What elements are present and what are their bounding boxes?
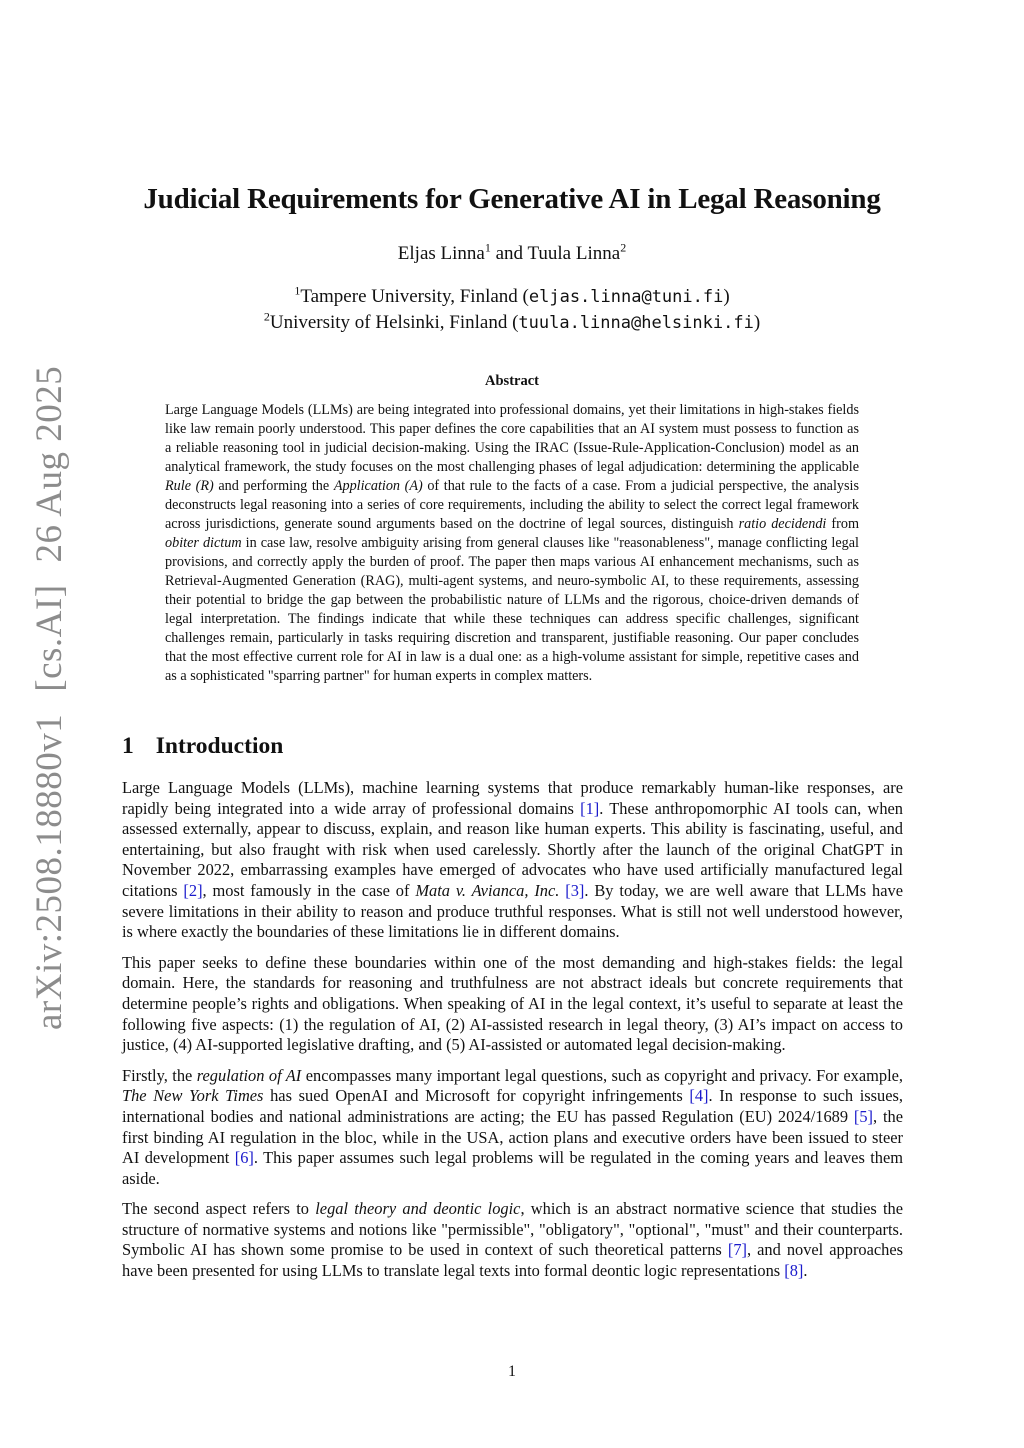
citation-link[interactable]: [3]: [565, 880, 585, 900]
case-name: Mata v. Avianca, Inc.: [415, 880, 560, 900]
affiliation-close: ): [723, 286, 730, 307]
affiliation-close: ): [753, 312, 761, 333]
text-segment: , most famously in the case of: [202, 880, 416, 900]
arxiv-watermark: [28, 344, 71, 1030]
author-name: Eljas Linna: [397, 243, 485, 264]
text-segment: has sued OpenAI and Microsoft for copyright infringements: [263, 1086, 690, 1106]
text-segment: , and novel approaches have been presented for using LLMs to translate legal texts into formal deontic logic representations: [122, 1240, 903, 1281]
abstract-emphasis: ratio decidendi: [738, 516, 827, 532]
abstract-emphasis: obiter dictum: [165, 535, 242, 551]
affiliation-mark: 1: [294, 283, 301, 298]
text-segment: Firstly, the: [122, 1065, 197, 1085]
section-number: 1: [122, 733, 134, 759]
section-title: Introduction: [155, 733, 284, 759]
citation-link[interactable]: [8]: [784, 1261, 804, 1281]
paper-title: Judicial Requirements for Generative AI in Legal Reasoning: [143, 183, 881, 215]
affiliation-mark: 2: [263, 309, 270, 324]
page-number: 1: [508, 1363, 516, 1380]
affiliation-mark: 2: [620, 240, 627, 255]
text-segment: The second aspect refers to: [122, 1199, 316, 1219]
arxiv-id[interactable]: arXiv:2508.18880v1: [29, 713, 70, 1030]
text-segment: . These anthropomorphic AI tools can, when assessed externally, appear to discuss, explain, and reason like human experts. This ability is fascinating, useful, and entertaining, but also fraught with risk when used carelessly. Shortly after the launch of the original ChatGPT in November 2022, embarrassing examples have emerged of advocates who have used artificially manufactured legal citations: [122, 798, 903, 900]
abstract-segment: of that rule to the facts of a case. From a judicial perspective, the analysis deconstructs legal reasoning into a series of core requirements, including the ability to select the correct legal framework across jurisdictions, generate sound arguments based on the doctrine of legal sources, distinguish: [165, 478, 859, 532]
emphasis: The New York Times: [122, 1086, 264, 1106]
abstract-segment: and performing the: [213, 478, 334, 494]
text-segment: , which is an abstract normative science that studies the structure of normative systems and notions like "permissible", "obligatory", "optional", "must" and their counterparts. Symbolic AI has shown some promise to be used in context of such theoretical patterns: [122, 1199, 904, 1260]
text-segment: . By today, we are well aware that LLMs have severe limitations in their ability to reason and produce truthful responses. What is still not well understood however, is where exactly the boundaries of these limitations lie in different domains.: [122, 880, 903, 942]
abstract-segment: Large Language Models (LLMs) are being integrated into professional domains, yet their limitations in high-stakes fields like law remain poorly understood. This paper defines the core capabilities that an AI system must possess to function as a reliable reasoning tool in judicial decision-making. Using the IRAC (Issue-Rule-Application-Conclusion) model as an analytical framework, the study focuses on the most challenging phases of legal adjudication: determining the applicable: [165, 402, 859, 475]
abstract-text: [165, 401, 859, 686]
paragraph: This paper seeks to define these boundaries within one of the most demanding and high-stakes fields: the legal domain. Here, the standards for reasoning and truthfulness are not abstract ideals but concrete requirements that determine people’s rights and obligations. When speaking of AI in the legal context, it’s useful to separate at least the following five aspects: (1) the regulation of AI, (2) AI-assisted research in legal theory, (3) AI’s impact on access to justice, (4) AI-supported legislative drafting, and (5) AI-assisted or automated legal decision-making.: [122, 952, 903, 1055]
text-segment: .: [803, 1261, 808, 1281]
arxiv-date: 26 Aug 2025: [29, 365, 70, 563]
emphasis: legal theory and deontic logic: [315, 1199, 521, 1219]
author-line: [0, 240, 1024, 265]
paragraph: [122, 778, 903, 943]
body-text: [122, 778, 903, 1292]
paragraph: [122, 1066, 903, 1190]
citation-link[interactable]: [5]: [853, 1106, 874, 1126]
abstract-emphasis: Rule (R): [165, 478, 214, 494]
abstract-heading: Abstract: [485, 373, 539, 389]
text-segment: , the first binding AI regulation in the bloc, while in the USA, action plans and executive orders have been issued to steer AI development: [122, 1106, 903, 1168]
citation-link[interactable]: [1]: [580, 798, 600, 818]
affiliation-name: Tampere University, Finland (: [300, 286, 529, 307]
citation-link[interactable]: [7]: [727, 1240, 747, 1260]
abstract-emphasis: Application (A): [333, 478, 423, 494]
citation-link[interactable]: [6]: [234, 1148, 254, 1168]
paragraph: [122, 1199, 903, 1281]
arxiv-category: [cs.AI]: [29, 584, 70, 692]
text-segment: . This paper assumes such legal problems will be regulated in the coming years and leaves them aside.: [122, 1148, 903, 1188]
text-segment: . In response to such issues, international bodies and national administrations are acting; the EU has passed Regulation (EU) 2024/1689: [122, 1086, 903, 1126]
section-heading: [122, 733, 283, 760]
affiliation-line: [0, 284, 1024, 310]
affiliation-mark: 1: [484, 240, 491, 255]
author-name: Tuula Linna: [527, 243, 621, 264]
author-email-link[interactable]: tuula.linna@helsinki.fi: [518, 313, 754, 333]
affiliation-line: [0, 310, 1024, 336]
abstract-segment: from: [826, 516, 859, 532]
author-email-link[interactable]: eljas.linna@tuni.fi: [528, 287, 724, 307]
affiliation-name: University of Helsinki, Finland (: [269, 312, 519, 333]
emphasis: regulation of AI: [196, 1065, 302, 1085]
citation-link[interactable]: [4]: [689, 1086, 709, 1106]
abstract-segment: in case law, resolve ambiguity arising from general clauses like "reasonableness", manage conflicting legal provisions, and correctly apply the burden of proof. The paper then maps various AI enhancement mechanisms, such as Retrieval-Augmented Generation (RAG), multi-agent systems, and neuro-symbolic AI, to these requirements, assessing their potential to bridge the gap between the probabilistic nature of LLMs and the rigorous, choice-driven demands of legal interpretation. The findings indicate that while these techniques can address specific challenges, significant challenges remain, particularly in tasks requiring discretion and transparent, justifiable reasoning. Our paper concludes that the most effective current role for AI in law is a dual one: as a high-volume assistant for simple, repetitive cases and as a sophisticated "sparring partner" for human experts in complex matters.: [165, 535, 859, 684]
author-separator: and: [495, 243, 524, 264]
affiliations: [0, 284, 1024, 336]
text-segment: Large Language Models (LLMs), machine learning systems that produce remarkably human-like responses, are rapidly being integrated into a wide array of professional domains: [122, 778, 903, 818]
text-segment: encompasses many important legal questions, such as copyright and privacy. For example,: [301, 1065, 903, 1085]
citation-link[interactable]: [2]: [183, 880, 203, 900]
